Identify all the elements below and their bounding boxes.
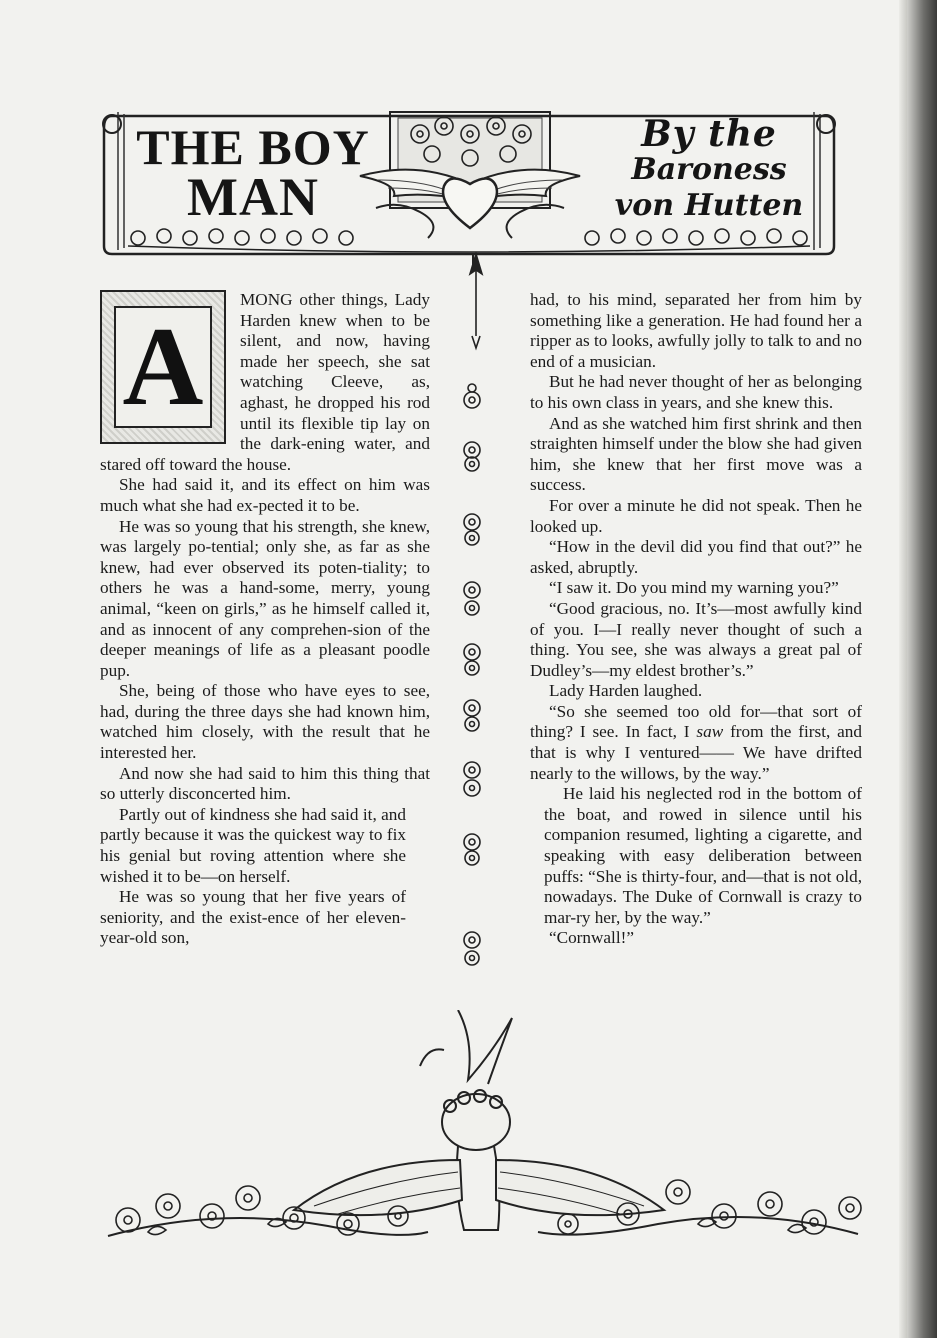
title-banner	[98, 104, 840, 266]
paragraph: “I saw it. Do you mind my warning you?”	[549, 578, 839, 598]
text-run: from the first, and that is why I ventured—— We have drifted nearly to the willows, by the way.”	[530, 722, 862, 783]
article-title	[134, 119, 372, 227]
drop-cap-ornament	[100, 290, 230, 452]
byline-line-3: von Hutten	[614, 188, 804, 223]
paragraph: She had said it, and its effect on him was much what she had ex-pected it to be.	[100, 475, 430, 515]
title-line-1: THE BOY	[136, 119, 370, 175]
paragraph: For over a minute he did not speak. Then he looked up.	[530, 495, 862, 536]
paragraph: But he had never thought of her as belonging to his own class in years, and she knew this.	[530, 372, 862, 412]
paragraph: had, to his mind, separated her from him by something like a generation. He had found her a ripper as to looks, awfully jolly to talk to and no end of a musician.	[530, 290, 862, 371]
author-byline	[586, 113, 832, 224]
byline-line-1: By the	[641, 113, 777, 155]
paragraph: Lady Harden laughed.	[549, 681, 703, 701]
paragraph: He laid his neglected rod in the bottom of the boat, and rowed in silence until his companion resumed, lighting a cigarette, and speaking with easy deliberation between puffs: “She is thirty-four, and—that is not old, nowadays. The Duke of Cornwall is crazy to mar-ry her, by the way.”	[544, 784, 862, 927]
page-edge-shadow	[899, 0, 907, 1338]
paragraph: He was so young that his strength, she knew, was largely po-tential; only she, as far as she knew, had ever observed its poten-tiality; to others he was a hand-some, merry, young animal, “keen on girls,” as he himself called it, and as innocent of any comprehen-sion of the deeper meanings of life as a pleasant poodle pup.	[100, 516, 430, 680]
text-run: “So she seemed too old for—that sort of thing? I see. In fact, I	[530, 701, 862, 742]
title-line-2: MAN	[187, 167, 319, 227]
paragraph: “Cornwall!”	[549, 928, 634, 948]
byline-line-2: Baroness	[631, 152, 787, 187]
right-text-column	[530, 290, 862, 949]
paragraph: He was so young that her five years of seniority, and the exist-ence of her eleven-year-old son,	[100, 887, 406, 948]
paragraph: Partly out of kindness she had said it, and partly because it was the quickest way to fix his genial but roving attention where she wished it to be—on herself.	[100, 804, 406, 886]
page-binding-edge	[907, 0, 937, 1338]
paragraph: MONG other things, Lady Harden knew when to be silent, and now, having made her speech, she sat watching Cleeve, as, aghast, he dropped his rod until its flexible tip lay on the dark-ening water, and stared off toward the house.	[100, 290, 430, 474]
paragraph	[530, 702, 862, 784]
paragraph: “Good gracious, no. It’s—most awfully kind of you. I—I really never thought of such a thing. You see, she was always a great pal of Dudley’s—my eldest brother’s.”	[530, 598, 862, 680]
paragraph: And as she watched him first shrink and then straighten himself under the blow she had given him, she knew that her first move was a success.	[530, 413, 862, 495]
left-text-column	[100, 290, 430, 949]
fairy-garland-illustration	[98, 1010, 868, 1260]
italic-word: saw	[696, 722, 724, 742]
paragraph: She, being of those who have eyes to see, had, during the three days she had known him, watched him closely, with the result that he interested her.	[100, 681, 430, 763]
paragraph: “How in the devil did you find that out?” he asked, abruptly.	[530, 537, 862, 577]
drop-cap-letter: A	[122, 305, 204, 429]
flower-ornament-column	[450, 250, 510, 1010]
paragraph: And now she had said to him this thing that so utterly disconcerted him.	[100, 763, 430, 804]
